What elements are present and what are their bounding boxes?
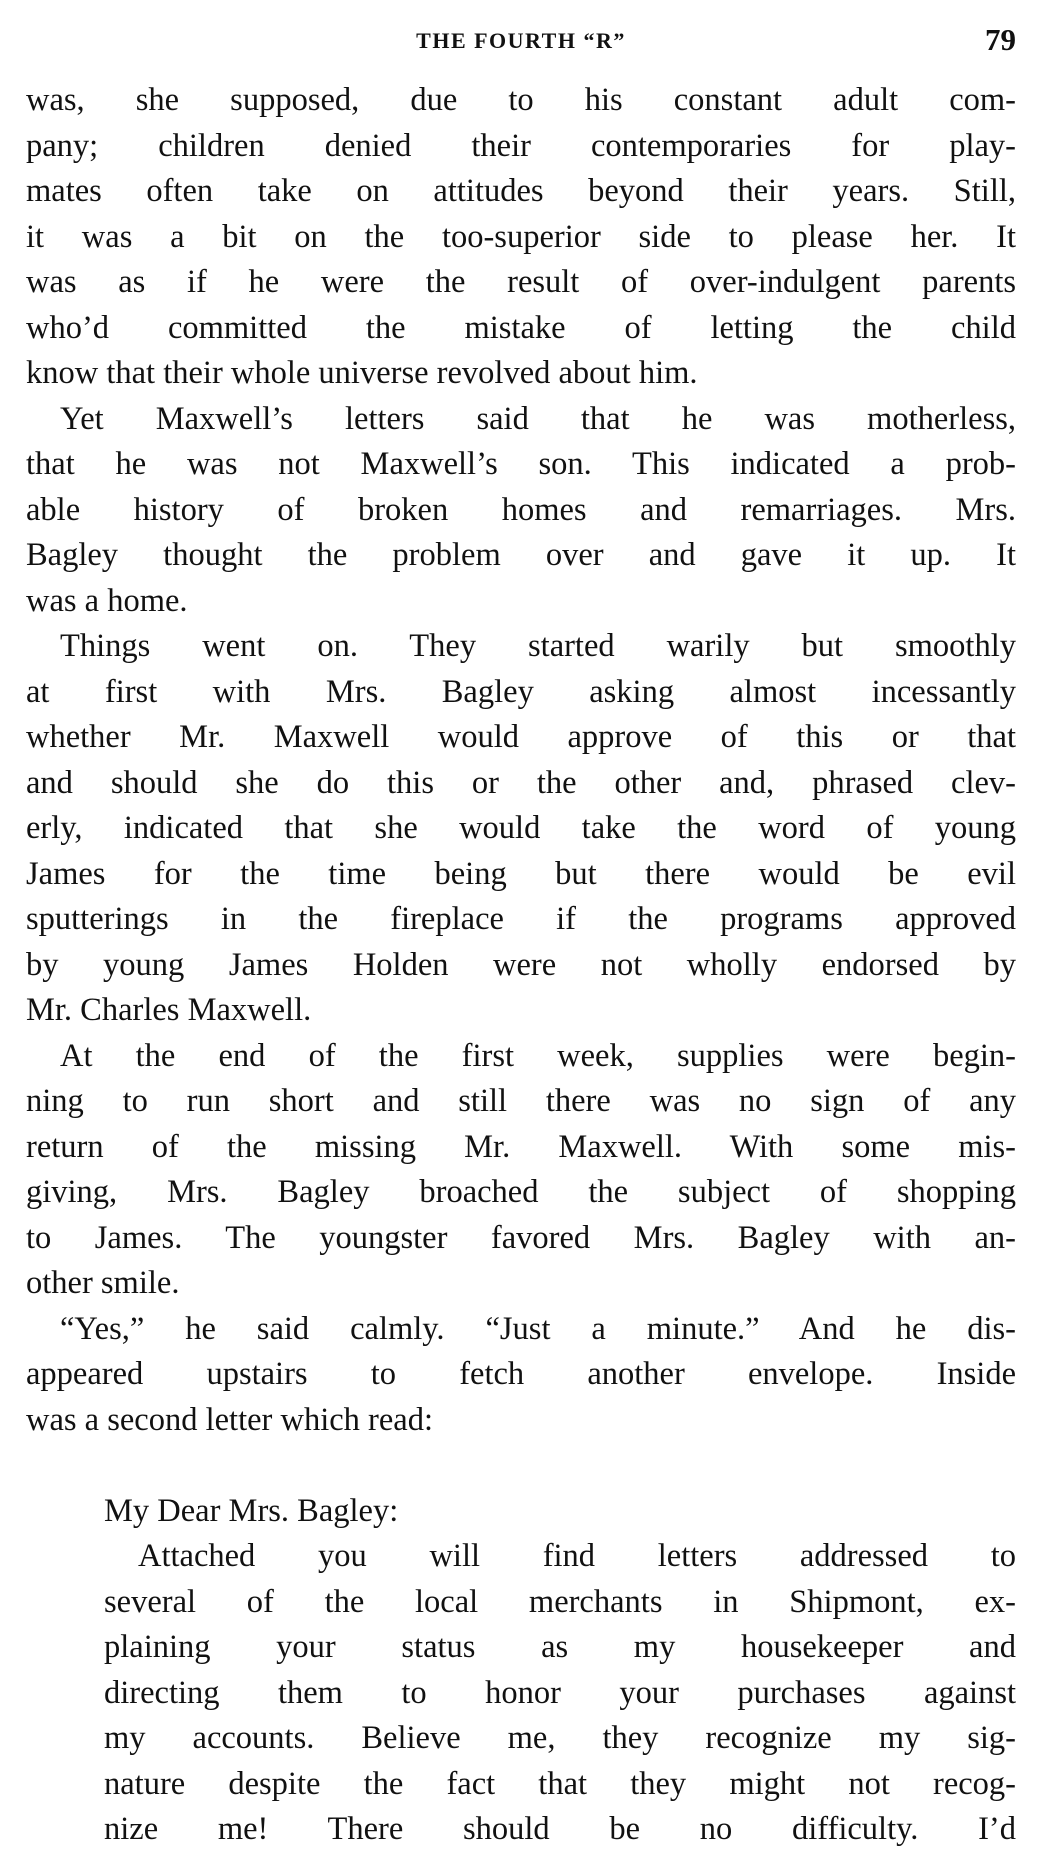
text-line: was, she supposed, due to his constant adult com- bbox=[26, 82, 1016, 118]
text-line: able history of broken homes and remarriages. Mrs. bbox=[26, 491, 1016, 528]
text-line: giving, Mrs. Bagley broached the subject of shopping bbox=[26, 1174, 1016, 1210]
letter-line: nature despite the fact that they might not recog- bbox=[104, 1765, 1016, 1802]
text-line: appeared upstairs to fetch another envelope. Inside bbox=[26, 1356, 1016, 1392]
body-text bbox=[26, 78, 1016, 1853]
quoted-letter bbox=[26, 1489, 1016, 1853]
text-line: return of the missing Mr. Maxwell. With some mis- bbox=[26, 1128, 1016, 1165]
letter-line: my accounts. Believe me, they recognize my sig- bbox=[104, 1720, 1016, 1756]
text-line: Mr. Charles Maxwell. bbox=[26, 992, 312, 1028]
text-line: Yet Maxwell’s letters said that he was motherless, bbox=[60, 400, 1016, 437]
text-line: pany; children denied their contemporaries for play- bbox=[26, 127, 1016, 164]
letter-line: nize me! There should be no difficulty. I’d bbox=[104, 1811, 1016, 1847]
text-line: Things went on. They started warily but smoothly bbox=[60, 628, 1016, 664]
page-number: 79 bbox=[985, 22, 1016, 57]
text-line: who’d committed the mistake of letting the child bbox=[26, 309, 1016, 346]
text-line: erly, indicated that she would take the word of young bbox=[26, 810, 1016, 846]
text-line: ning to run short and still there was no sign of any bbox=[26, 1083, 1016, 1119]
text-line: know that their whole universe revolved about him. bbox=[26, 355, 698, 391]
text-line: sputterings in the fireplace if the programs approved bbox=[26, 901, 1016, 937]
text-line: At the end of the first week, supplies were begin- bbox=[60, 1037, 1016, 1074]
section-gap bbox=[26, 1443, 1016, 1489]
text-line: other smile. bbox=[26, 1265, 180, 1301]
letter-line: plaining your status as my housekeeper and bbox=[104, 1629, 1016, 1665]
text-line: mates often take on attitudes beyond their years. Still, bbox=[26, 173, 1016, 209]
text-line: Bagley thought the problem over and gave it up. It bbox=[26, 537, 1016, 573]
running-head bbox=[26, 22, 1016, 62]
text-line: was as if he were the result of over-indulgent parents bbox=[26, 264, 1016, 300]
text-line: at first with Mrs. Bagley asking almost incessantly bbox=[26, 673, 1016, 710]
text-line: and should she do this or the other and, phrased clev- bbox=[26, 764, 1016, 801]
letter-line: several of the local merchants in Shipmont, ex- bbox=[104, 1583, 1016, 1620]
letter-line: Attached you will find letters addressed to bbox=[138, 1538, 1016, 1574]
text-line: it was a bit on the too-superior side to please her. It bbox=[26, 218, 1016, 255]
text-line: that he was not Maxwell’s son. This indicated a prob- bbox=[26, 446, 1016, 482]
text-line: “Yes,” he said calmly. “Just a minute.” And he dis- bbox=[60, 1310, 1016, 1347]
text-line: James for the time being but there would be evil bbox=[26, 855, 1016, 892]
text-line: was a second letter which read: bbox=[26, 1401, 433, 1438]
text-line: whether Mr. Maxwell would approve of this or that bbox=[26, 719, 1016, 755]
text-line: was a home. bbox=[26, 582, 188, 619]
text-line: by young James Holden were not wholly endorsed by bbox=[26, 946, 1016, 983]
running-title: THE FOURTH “R” bbox=[416, 28, 626, 53]
letter-line: directing them to honor your purchases against bbox=[104, 1674, 1016, 1711]
text-line: to James. The youngster favored Mrs. Bagley with an- bbox=[26, 1219, 1016, 1256]
letter-salutation: My Dear Mrs. Bagley: bbox=[104, 1492, 399, 1529]
